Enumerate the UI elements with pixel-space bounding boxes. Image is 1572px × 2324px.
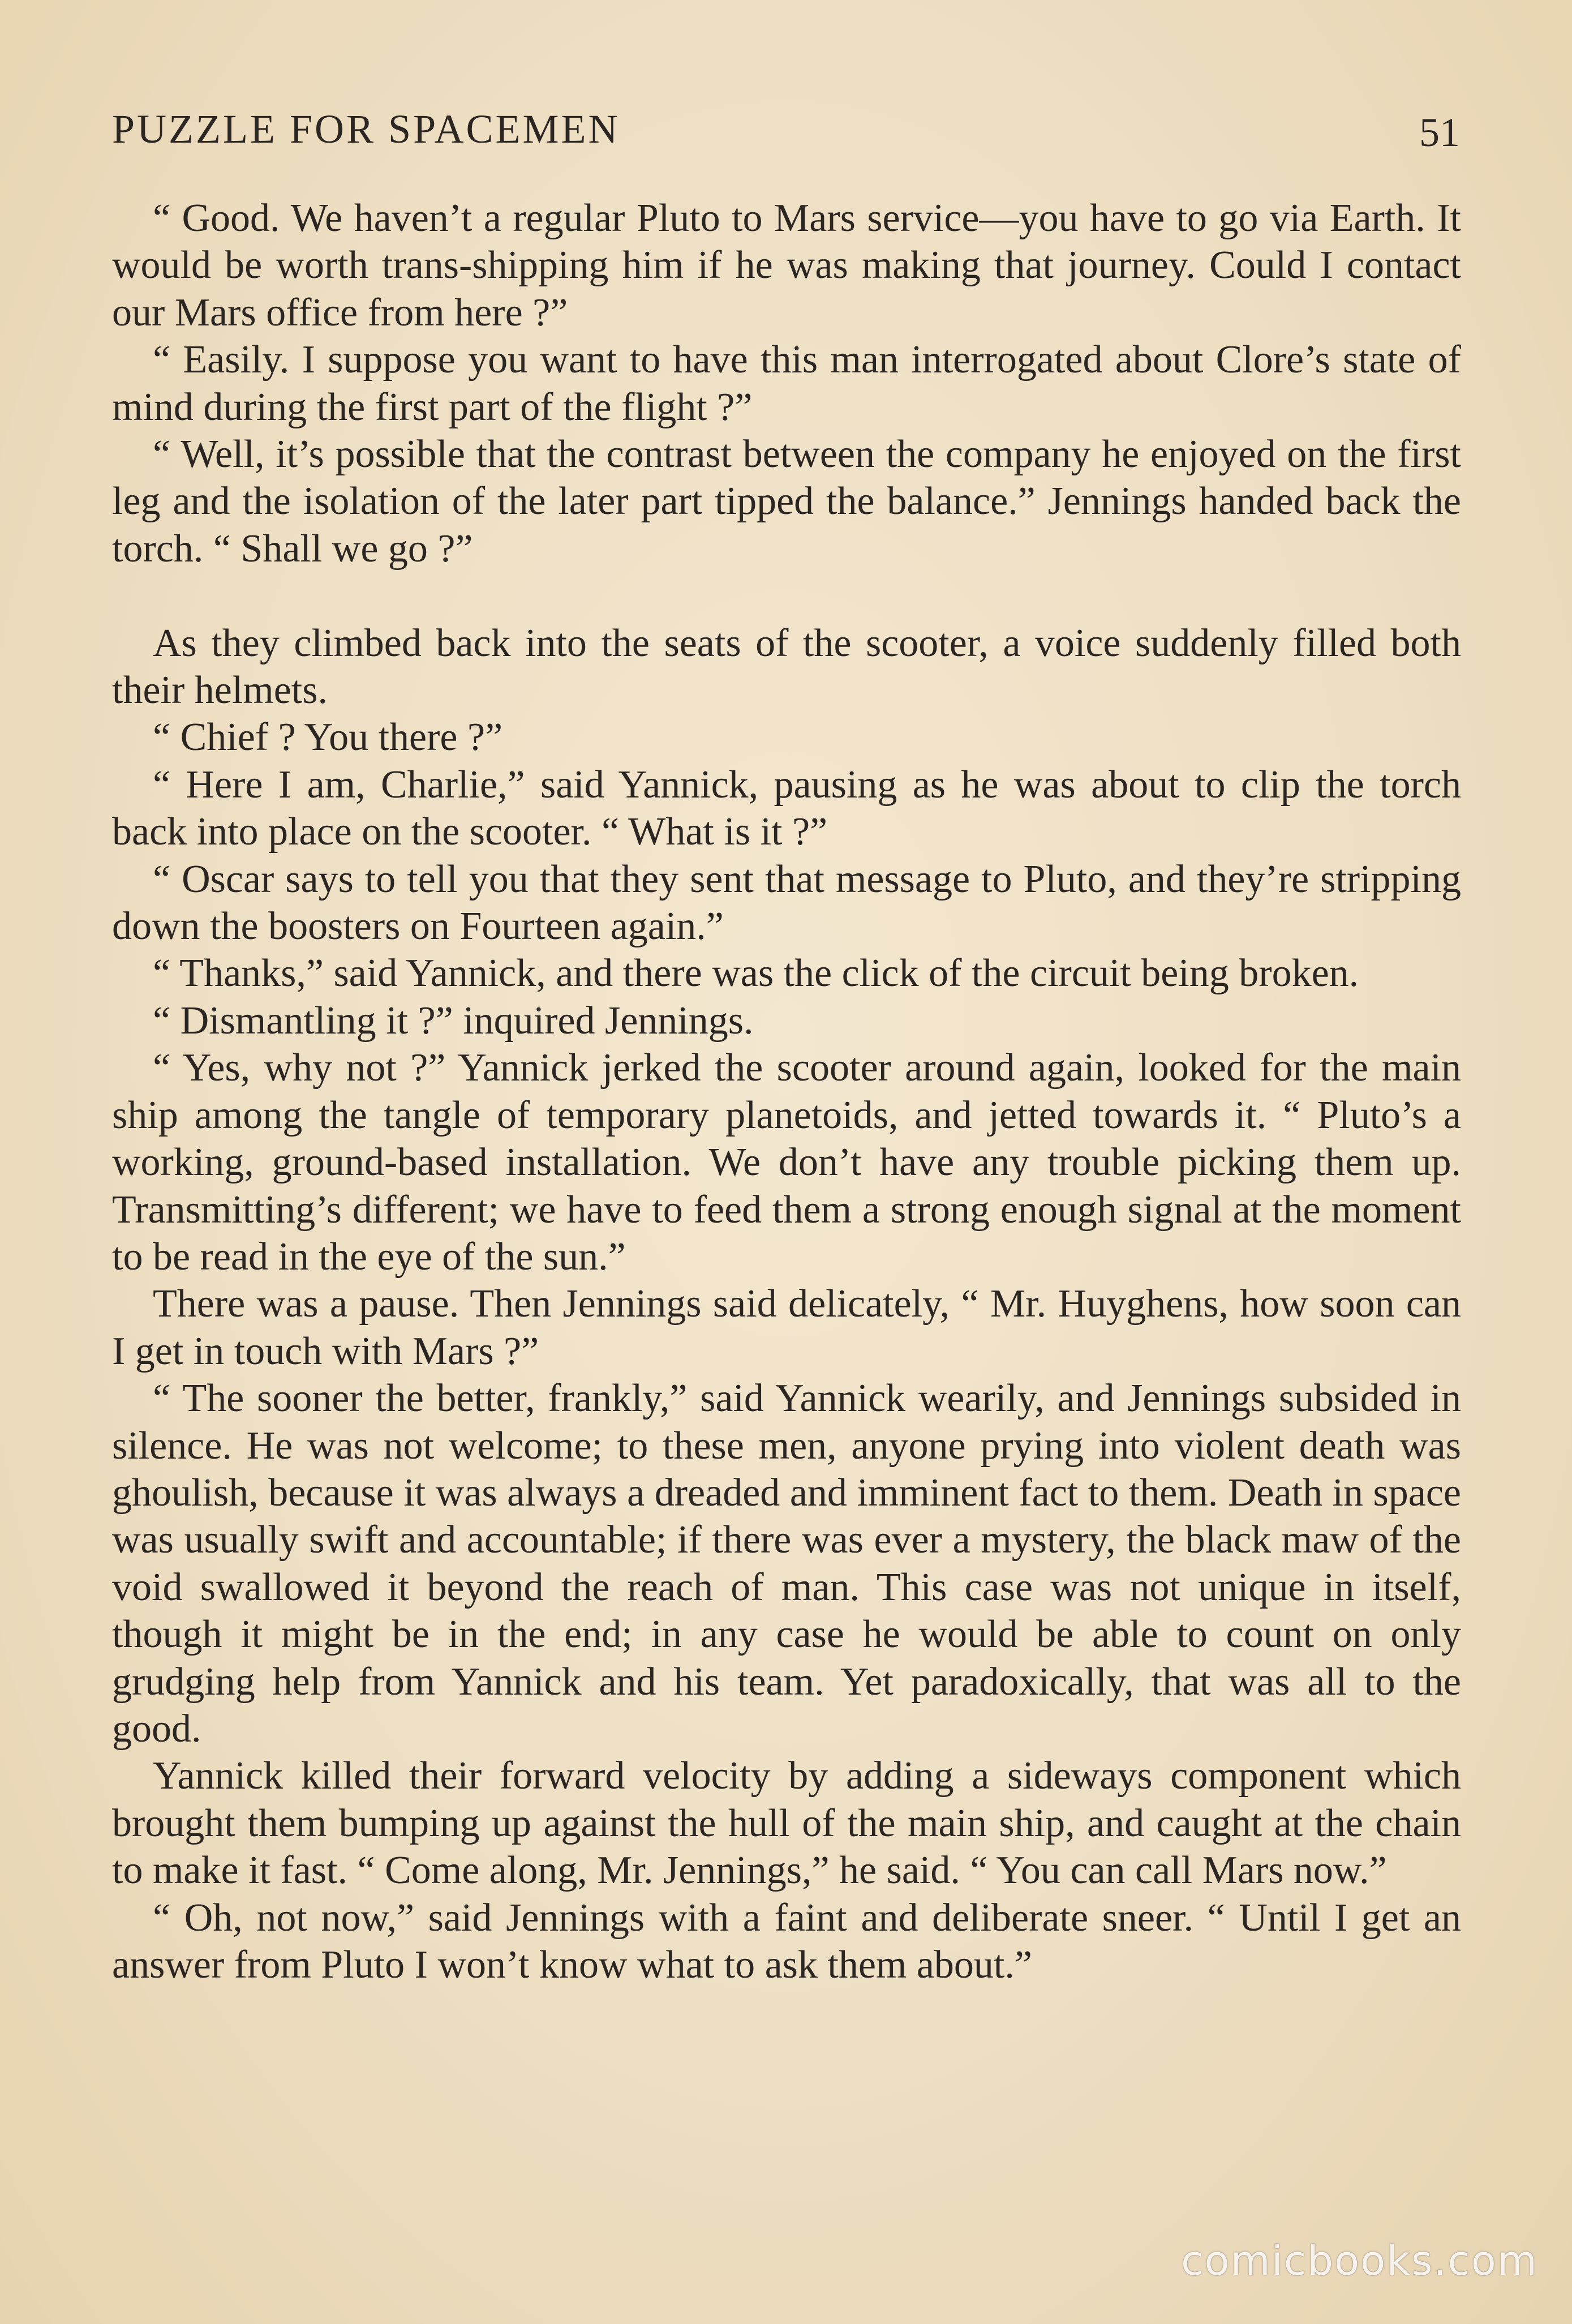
paragraph: “ The sooner the better, frankly,” said Yannick wearily, and Jennings subsided in silence. He was not welcome; to these men, anyone prying into violent death was ghoulish, because it was always a dreaded and imminent fact to them. Death in space was usually swift and accountable; if there was ever a mystery, the black maw of the void swallowed it beyond the reach of man. This case was not unique in itself, though it might be in the end; in any case he would be able to count on only grudging help from Yannick and his team. Yet paradoxically, that was all to the good. xyxy=(112,1377,1461,1751)
running-head: PUZZLE FOR SPACEMEN xyxy=(112,106,620,152)
paragraph: There was a pause. Then Jennings said delicately, “ Mr. Huyghens, how soon can I get in touch with Mars ?” xyxy=(112,1282,1461,1373)
watermark-text: comicbooks.com xyxy=(1180,2237,1538,2284)
page-header xyxy=(112,101,1460,157)
paragraph: As they climbed back into the seats of the scooter, a voice suddenly filled both their helmets. xyxy=(112,621,1461,713)
section-break xyxy=(112,572,1461,619)
paragraph: “ Easily. I suppose you want to have this man interrogated about Clore’s state of mind during the first part of the flight ?” xyxy=(112,338,1461,429)
paragraph: “ Good. We haven’t a regular Pluto to Mars service—you have to go via Earth. It would be worth trans-shipping him if he was making that journey. Could I contact our Mars office from here ?” xyxy=(112,196,1461,335)
paragraph: Yannick killed their forward velocity by adding a sideways component which brought them bumping up against the hull of the main ship, and caught at the chain to make it fast. “ Come along, Mr. Jennings,” he said. “ You can call Mars now.” xyxy=(112,1754,1461,1893)
paragraph: “ Yes, why not ?” Yannick jerked the scooter around again, looked for the main ship among the tangle of temporary planetoids, and jetted towards it. “ Pluto’s a working, ground-based installation. We don’t have any trouble picking them up. Transmitting’s different; we have to feed them a strong enough signal at the moment to be read in the eye of the sun.” xyxy=(112,1046,1461,1279)
body-text xyxy=(112,195,1461,1988)
paragraph: “ Well, it’s possible that the contrast between the company he enjoyed on the first leg and the isolation of the later part tipped the balance.” Jennings handed back the torch. “ Shall we go ?” xyxy=(112,432,1461,571)
paragraph: “ Oh, not now,” said Jennings with a faint and deliberate sneer. “ Until I get an answer from Pluto I won’t know what to ask them about.” xyxy=(112,1896,1461,1987)
paragraph: “ Chief ? You there ?” xyxy=(153,715,503,760)
paragraph: “ Here I am, Charlie,” said Yannick, pausing as he was about to clip the torch back into place on the scooter. “ What is it ?” xyxy=(112,762,1461,854)
page-number: 51 xyxy=(1419,110,1460,155)
paragraph: “ Thanks,” said Yannick, and there was the click of the circuit being broken. xyxy=(153,951,1359,996)
paragraph: “ Oscar says to tell you that they sent that message to Pluto, and they’re stripping down the boosters on Fourteen again.” xyxy=(112,857,1461,949)
paragraph: “ Dismantling it ?” inquired Jennings. xyxy=(153,998,754,1043)
